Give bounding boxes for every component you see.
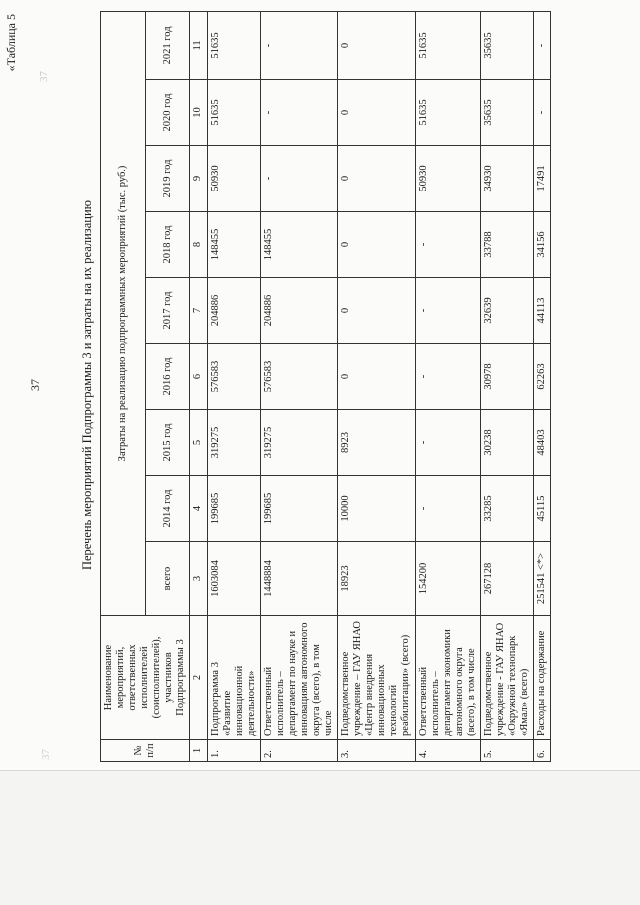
row-value: 18923 (338, 542, 415, 616)
row-value: 267128 (480, 542, 533, 616)
header-year: 2016 год (145, 344, 190, 410)
column-number: 4 (190, 476, 207, 542)
column-number: 5 (190, 410, 207, 476)
header-total: всего (145, 542, 190, 616)
page-number: 37 (28, 379, 42, 391)
row-num: 3. (338, 740, 415, 762)
header-year: 2018 год (145, 212, 190, 278)
row-value: 34930 (480, 146, 533, 212)
row-name: Расходы на содержание (534, 616, 551, 740)
row-value: 30238 (480, 410, 533, 476)
row-num: 6. (534, 740, 551, 762)
row-value: 0 (338, 344, 415, 410)
row-value: 319275 (260, 410, 337, 476)
row-value: - (260, 80, 337, 146)
row-value: 199685 (260, 476, 337, 542)
table-label: «Таблица 5 (4, 14, 18, 72)
table-row (534, 11, 551, 761)
ghost-page-number-left: 37 (40, 749, 52, 760)
row-value: 44113 (534, 278, 551, 344)
row-value: 576583 (260, 344, 337, 410)
header-year: 2017 год (145, 278, 190, 344)
row-value: 17491 (534, 146, 551, 212)
row-value: 1448884 (260, 542, 337, 616)
row-value: - (260, 11, 337, 79)
row-name: Ответственный исполнитель – департамент по науке и инновациям автономного округа (всего), в том числе (260, 616, 337, 740)
row-value: 148455 (207, 212, 260, 278)
row-value: 51635 (415, 11, 480, 79)
header-costs-group: Затраты на реализацию подпрограммных мероприятий (тыс. руб.) (101, 11, 146, 615)
row-value: 0 (338, 11, 415, 79)
row-value: 1603084 (207, 542, 260, 616)
row-value: 30978 (480, 344, 533, 410)
row-value: 50930 (415, 146, 480, 212)
row-value: 576583 (207, 344, 260, 410)
row-value: 50930 (207, 146, 260, 212)
header-year: 2020 год (145, 80, 190, 146)
header-name: Наименование мероприятий, ответственных исполнителей (соисполнителей), участников Подпрограммы 3 (101, 616, 190, 740)
column-number-row (190, 11, 207, 761)
table-row (480, 11, 533, 761)
row-value: 45115 (534, 476, 551, 542)
row-value: 51635 (415, 80, 480, 146)
row-value: - (415, 476, 480, 542)
column-number: 9 (190, 146, 207, 212)
table-caption: Перечень мероприятий Подпрограммы 3 и затраты на их реализацию (80, 199, 94, 571)
row-value: 51635 (207, 11, 260, 79)
column-number: 8 (190, 212, 207, 278)
row-name: Ответственный исполнитель – департамент экономики автономного округа (всего), в том числе (415, 616, 480, 740)
column-number: 7 (190, 278, 207, 344)
costs-table (100, 11, 551, 762)
row-value: - (415, 344, 480, 410)
row-value: - (260, 146, 337, 212)
table-row (415, 11, 480, 761)
row-value: 32639 (480, 278, 533, 344)
column-number: 11 (190, 11, 207, 79)
row-value: 10000 (338, 476, 415, 542)
row-value: 204886 (260, 278, 337, 344)
row-value: 0 (338, 278, 415, 344)
row-value: 33788 (480, 212, 533, 278)
row-name: Подпрограмма 3 «Развитие инновационной деятельности» (207, 616, 260, 740)
row-num: 4. (415, 740, 480, 762)
row-value: - (415, 278, 480, 344)
column-number: 3 (190, 542, 207, 616)
header-year: 2021 год (145, 11, 190, 79)
row-value: 148455 (260, 212, 337, 278)
row-value: 0 (338, 80, 415, 146)
row-name: Подведомственное учреждение - ГАУ ЯНАО «Окружной технопарк «Ямал» (всего) (480, 616, 533, 740)
row-value: 34156 (534, 212, 551, 278)
column-number: 10 (190, 80, 207, 146)
row-value: 0 (338, 212, 415, 278)
header-year: 2019 год (145, 146, 190, 212)
table-row (207, 11, 260, 761)
ghost-page-number: 37 (38, 71, 50, 82)
row-value: 35635 (480, 11, 533, 79)
row-value: 48403 (534, 410, 551, 476)
row-value: 8923 (338, 410, 415, 476)
row-num: 5. (480, 740, 533, 762)
row-num: 1. (207, 740, 260, 762)
row-name: Подведомственное учреждение – ГАУ ЯНАО «Центр внедрения инновационных технологий реабилитации» (всего) (338, 616, 415, 740)
row-value: 62263 (534, 344, 551, 410)
row-value: - (415, 410, 480, 476)
row-value: 251541 <*> (534, 542, 551, 616)
row-value: 154200 (415, 542, 480, 616)
row-value: 35635 (480, 80, 533, 146)
row-value: 33285 (480, 476, 533, 542)
row-value: 51635 (207, 80, 260, 146)
header-num: № п/п (101, 740, 190, 762)
table-row (338, 11, 415, 761)
header-year: 2014 год (145, 476, 190, 542)
header-year: 2015 год (145, 410, 190, 476)
row-num: 2. (260, 740, 337, 762)
row-value: - (534, 11, 551, 79)
row-value: - (415, 212, 480, 278)
row-value: 319275 (207, 410, 260, 476)
column-number: 6 (190, 344, 207, 410)
table-row (260, 11, 337, 761)
row-value: 199685 (207, 476, 260, 542)
row-value: - (534, 80, 551, 146)
column-number: 1 (190, 740, 207, 762)
row-value: 204886 (207, 278, 260, 344)
column-number: 2 (190, 616, 207, 740)
row-value: 0 (338, 146, 415, 212)
